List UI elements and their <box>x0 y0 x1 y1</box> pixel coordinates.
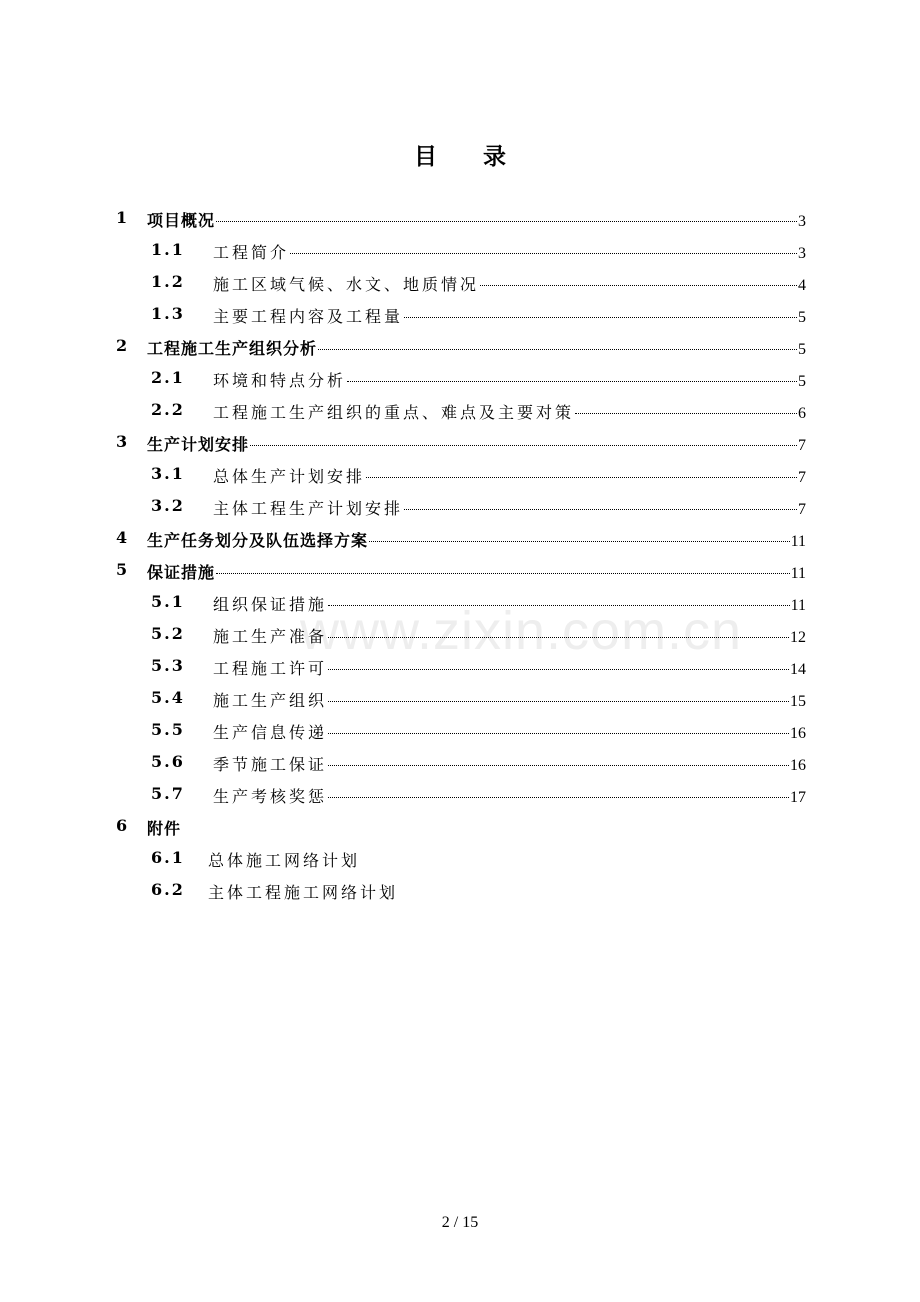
toc-entry-page: 11 <box>790 565 806 582</box>
toc-entry-label: 生产信息传递 <box>213 723 328 742</box>
toc-entry-page: 3 <box>798 213 806 230</box>
toc-entry[interactable] <box>0 779 920 811</box>
toc-dot-leader <box>328 733 789 734</box>
toc-entry-page: 3 <box>798 245 806 262</box>
toc-entry[interactable] <box>0 427 920 459</box>
toc-entry-page: 12 <box>790 629 806 646</box>
toc-entry-line <box>213 688 806 711</box>
toc-entry-line <box>147 816 806 839</box>
toc-entry-label: 施工生产组织 <box>213 691 328 710</box>
toc-entry[interactable] <box>0 491 920 523</box>
toc-dot-leader <box>366 477 797 478</box>
toc-entry-line <box>147 336 806 359</box>
toc-entry-page: 5 <box>798 341 806 358</box>
toc-dot-leader <box>328 765 789 766</box>
toc-entry-number: 1.3 <box>151 304 185 323</box>
toc-entry-number: 5 <box>116 560 128 579</box>
toc-entry-number: 6 <box>116 816 128 835</box>
toc-entry-label: 主体工程生产计划安排 <box>213 499 404 518</box>
toc-entry-line <box>147 528 806 551</box>
toc-entry-number: 6.1 <box>151 848 185 867</box>
toc-entry-label: 工程施工生产组织的重点、难点及主要对策 <box>213 403 575 422</box>
toc-entry[interactable] <box>0 331 920 363</box>
toc-entry[interactable] <box>0 459 920 491</box>
toc-dot-leader <box>404 317 797 318</box>
toc-entry[interactable] <box>0 267 920 299</box>
toc-entry-number: 5.2 <box>151 624 185 643</box>
toc-entry-line <box>213 592 806 615</box>
toc-entry-line <box>213 624 806 647</box>
toc-dot-leader <box>250 445 797 446</box>
toc-entry[interactable] <box>0 235 920 267</box>
toc-entry-label: 工程简介 <box>213 243 290 262</box>
toc-entry-label: 项目概况 <box>147 211 216 230</box>
toc-entry-line <box>213 720 806 743</box>
toc-entry[interactable] <box>0 299 920 331</box>
toc-entry[interactable] <box>0 651 920 683</box>
toc-entry-page: 6 <box>798 405 806 422</box>
toc-dot-leader <box>369 541 790 542</box>
toc-entry[interactable] <box>0 619 920 651</box>
toc-entry-line <box>213 656 806 679</box>
toc-entry-number: 2.1 <box>151 368 185 387</box>
toc-dot-leader <box>404 509 797 510</box>
toc-entry-page: 5 <box>798 373 806 390</box>
toc-entry-page: 4 <box>798 277 806 294</box>
toc-entry[interactable] <box>0 683 920 715</box>
toc-entry[interactable] <box>0 363 920 395</box>
toc-entry-page: 16 <box>790 757 806 774</box>
page-footer <box>0 1214 920 1232</box>
toc-entry[interactable] <box>0 843 920 875</box>
toc-entry-line <box>208 880 806 903</box>
toc-entry-label: 主要工程内容及工程量 <box>213 307 404 326</box>
toc-entry-label: 生产任务划分及队伍选择方案 <box>147 531 369 550</box>
toc-entry[interactable] <box>0 587 920 619</box>
toc-entry-number: 3 <box>116 432 128 451</box>
page-indicator: 2 / 15 <box>441 1214 479 1231</box>
toc-entry-page: 14 <box>790 661 806 678</box>
toc-entry[interactable] <box>0 811 920 843</box>
toc-dot-leader <box>328 669 789 670</box>
toc-entry[interactable] <box>0 875 920 907</box>
toc-entry-line <box>213 400 806 423</box>
toc-entry-label: 组织保证措施 <box>213 595 328 614</box>
toc-dot-leader <box>328 637 789 638</box>
toc-entry-label: 总体施工网络计划 <box>208 851 361 870</box>
toc-entry-number: 3.2 <box>151 496 185 515</box>
toc-title <box>0 138 920 171</box>
toc-entry-number: 2 <box>116 336 128 355</box>
toc-entry[interactable] <box>0 203 920 235</box>
toc-entry-label: 工程施工生产组织分析 <box>147 339 318 358</box>
toc-title-part2: 录 <box>483 143 506 170</box>
toc-entry-number: 5.3 <box>151 656 185 675</box>
toc-entry-page: 5 <box>798 309 806 326</box>
toc-entry[interactable] <box>0 395 920 427</box>
toc-entry-page: 7 <box>798 437 806 454</box>
toc-entry-number: 1 <box>116 208 128 227</box>
toc-entry-number: 3.1 <box>151 464 185 483</box>
toc-entry-line <box>213 784 806 807</box>
toc-dot-leader <box>328 605 790 606</box>
toc-entry-label: 附件 <box>147 819 182 838</box>
toc-entry-number: 5.7 <box>151 784 185 803</box>
toc-dot-leader <box>347 381 797 382</box>
toc-dot-leader <box>216 573 790 574</box>
toc-entry-number: 5.1 <box>151 592 185 611</box>
toc-entry-label: 保证措施 <box>147 563 216 582</box>
toc-entry-line <box>213 752 806 775</box>
toc-entry-line <box>208 848 806 871</box>
toc-entry-number: 1.2 <box>151 272 185 291</box>
toc-entry-page: 15 <box>790 693 806 710</box>
toc-entry-page: 17 <box>790 789 806 806</box>
toc-entry-page: 11 <box>790 533 806 550</box>
toc-dot-leader <box>318 349 797 350</box>
toc-entry-number: 4 <box>116 528 128 547</box>
toc-entry-line <box>213 240 806 263</box>
toc-entry[interactable] <box>0 523 920 555</box>
toc-entry-page: 7 <box>798 501 806 518</box>
toc-entry-line <box>213 272 806 295</box>
toc-entry-page: 11 <box>790 597 806 614</box>
toc-entry-label: 总体生产计划安排 <box>213 467 366 486</box>
toc-entry-line <box>147 432 806 455</box>
toc-entry-label: 季节施工保证 <box>213 755 328 774</box>
toc-entry-number: 2.2 <box>151 400 185 419</box>
toc-dot-leader <box>216 221 797 222</box>
toc-entry-line <box>147 560 806 583</box>
toc-entry-line <box>213 496 806 519</box>
toc-dot-leader <box>480 285 797 286</box>
toc-entry-label: 施工生产准备 <box>213 627 328 646</box>
toc-entry-number: 1.1 <box>151 240 185 259</box>
toc-entry-label: 主体工程施工网络计划 <box>208 883 399 902</box>
toc-entry-number: 5.6 <box>151 752 185 771</box>
toc-entry-label: 环境和特点分析 <box>213 371 347 390</box>
toc-entry[interactable] <box>0 747 920 779</box>
toc-entry-number: 6.2 <box>151 880 185 899</box>
toc-entry-label: 工程施工许可 <box>213 659 328 678</box>
toc-entry-line <box>147 208 806 231</box>
toc-entry[interactable] <box>0 715 920 747</box>
toc-dot-leader <box>328 701 789 702</box>
toc-entry-line <box>213 304 806 327</box>
watermark: www.zixin.com.cn <box>300 601 743 661</box>
toc-title-part1: 目 <box>414 143 437 170</box>
toc-entry[interactable] <box>0 555 920 587</box>
toc-entry-line <box>213 368 806 391</box>
toc-entry-number: 5.5 <box>151 720 185 739</box>
toc-entry-label: 生产计划安排 <box>147 435 250 454</box>
toc-entry-label: 生产考核奖惩 <box>213 787 328 806</box>
toc-entry-label: 施工区域气候、水文、地质情况 <box>213 275 480 294</box>
toc-dot-leader <box>575 413 797 414</box>
toc-dot-leader <box>328 797 789 798</box>
toc-dot-leader <box>290 253 797 254</box>
toc-entry-page: 16 <box>790 725 806 742</box>
toc-entry-number: 5.4 <box>151 688 185 707</box>
toc-entry-line <box>213 464 806 487</box>
toc-entry-page: 7 <box>798 469 806 486</box>
